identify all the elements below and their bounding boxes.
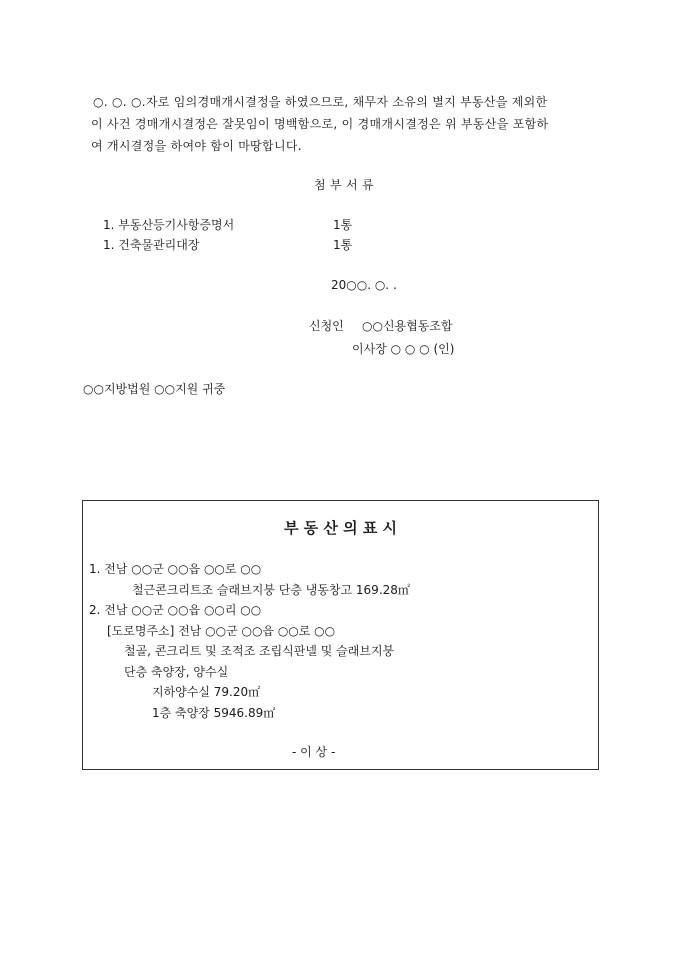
applicant-label: 신청인 (309, 319, 344, 333)
property-line: 단층 축양장, 양수실 (124, 665, 229, 679)
intro-line: 이 사건 경매개시결정은 잘못임이 명백함으로, 이 경매개시결정은 위 부동산을 포함하 (91, 117, 549, 131)
attachment-item-name: 1. 건축물관리대장 (103, 238, 200, 252)
attachment-item-count: 1통 (333, 218, 353, 232)
property-box (82, 500, 599, 770)
property-line: 지하양수실 79.20㎡ (152, 685, 261, 699)
property-title: 부 동 산 의 표 시 (283, 519, 398, 537)
attachment-item-count: 1통 (333, 238, 353, 252)
intro-paragraph (93, 91, 613, 157)
attachment-item-name: 1. 부동산등기사항증명서 (103, 218, 235, 232)
property-end-mark: - 이 상 - (292, 745, 336, 759)
property-line: 1층 축양장 5946.89㎡ (152, 706, 276, 720)
court-addressee: ○○지방법원 ○○지원 귀중 (83, 382, 226, 396)
applicant-org: ○○신용협동조합 (362, 319, 453, 333)
property-line: 2. 전남 ○○군 ○○읍 ○○리 ○○ (89, 603, 262, 617)
property-line: 철근콘크리트조 슬래브지붕 단층 냉동창고 169.28㎡ (132, 583, 410, 597)
intro-line: 여 개시결정을 하여야 함이 마땅합니다. (91, 139, 302, 153)
attachments-title: 첨 부 서 류 (314, 178, 374, 192)
property-line: 1. 전남 ○○군 ○○읍 ○○로 ○○ (89, 562, 262, 576)
applicant-representative: 이사장 ○ ○ ○ (인) (352, 342, 455, 356)
property-line: [도로명주소] 전남 ○○군 ○○읍 ○○로 ○○ (107, 624, 336, 638)
intro-line: ○. ○. ○.자로 임의경매개시결정을 하였으므로, 채무자 소유의 별지 부동산을 제외한 (93, 95, 548, 109)
filing-date: 20○○. ○. . (331, 278, 397, 292)
property-line: 철골, 콘크리트 및 조적조 조립식판넬 및 슬래브지붕 (124, 644, 395, 658)
